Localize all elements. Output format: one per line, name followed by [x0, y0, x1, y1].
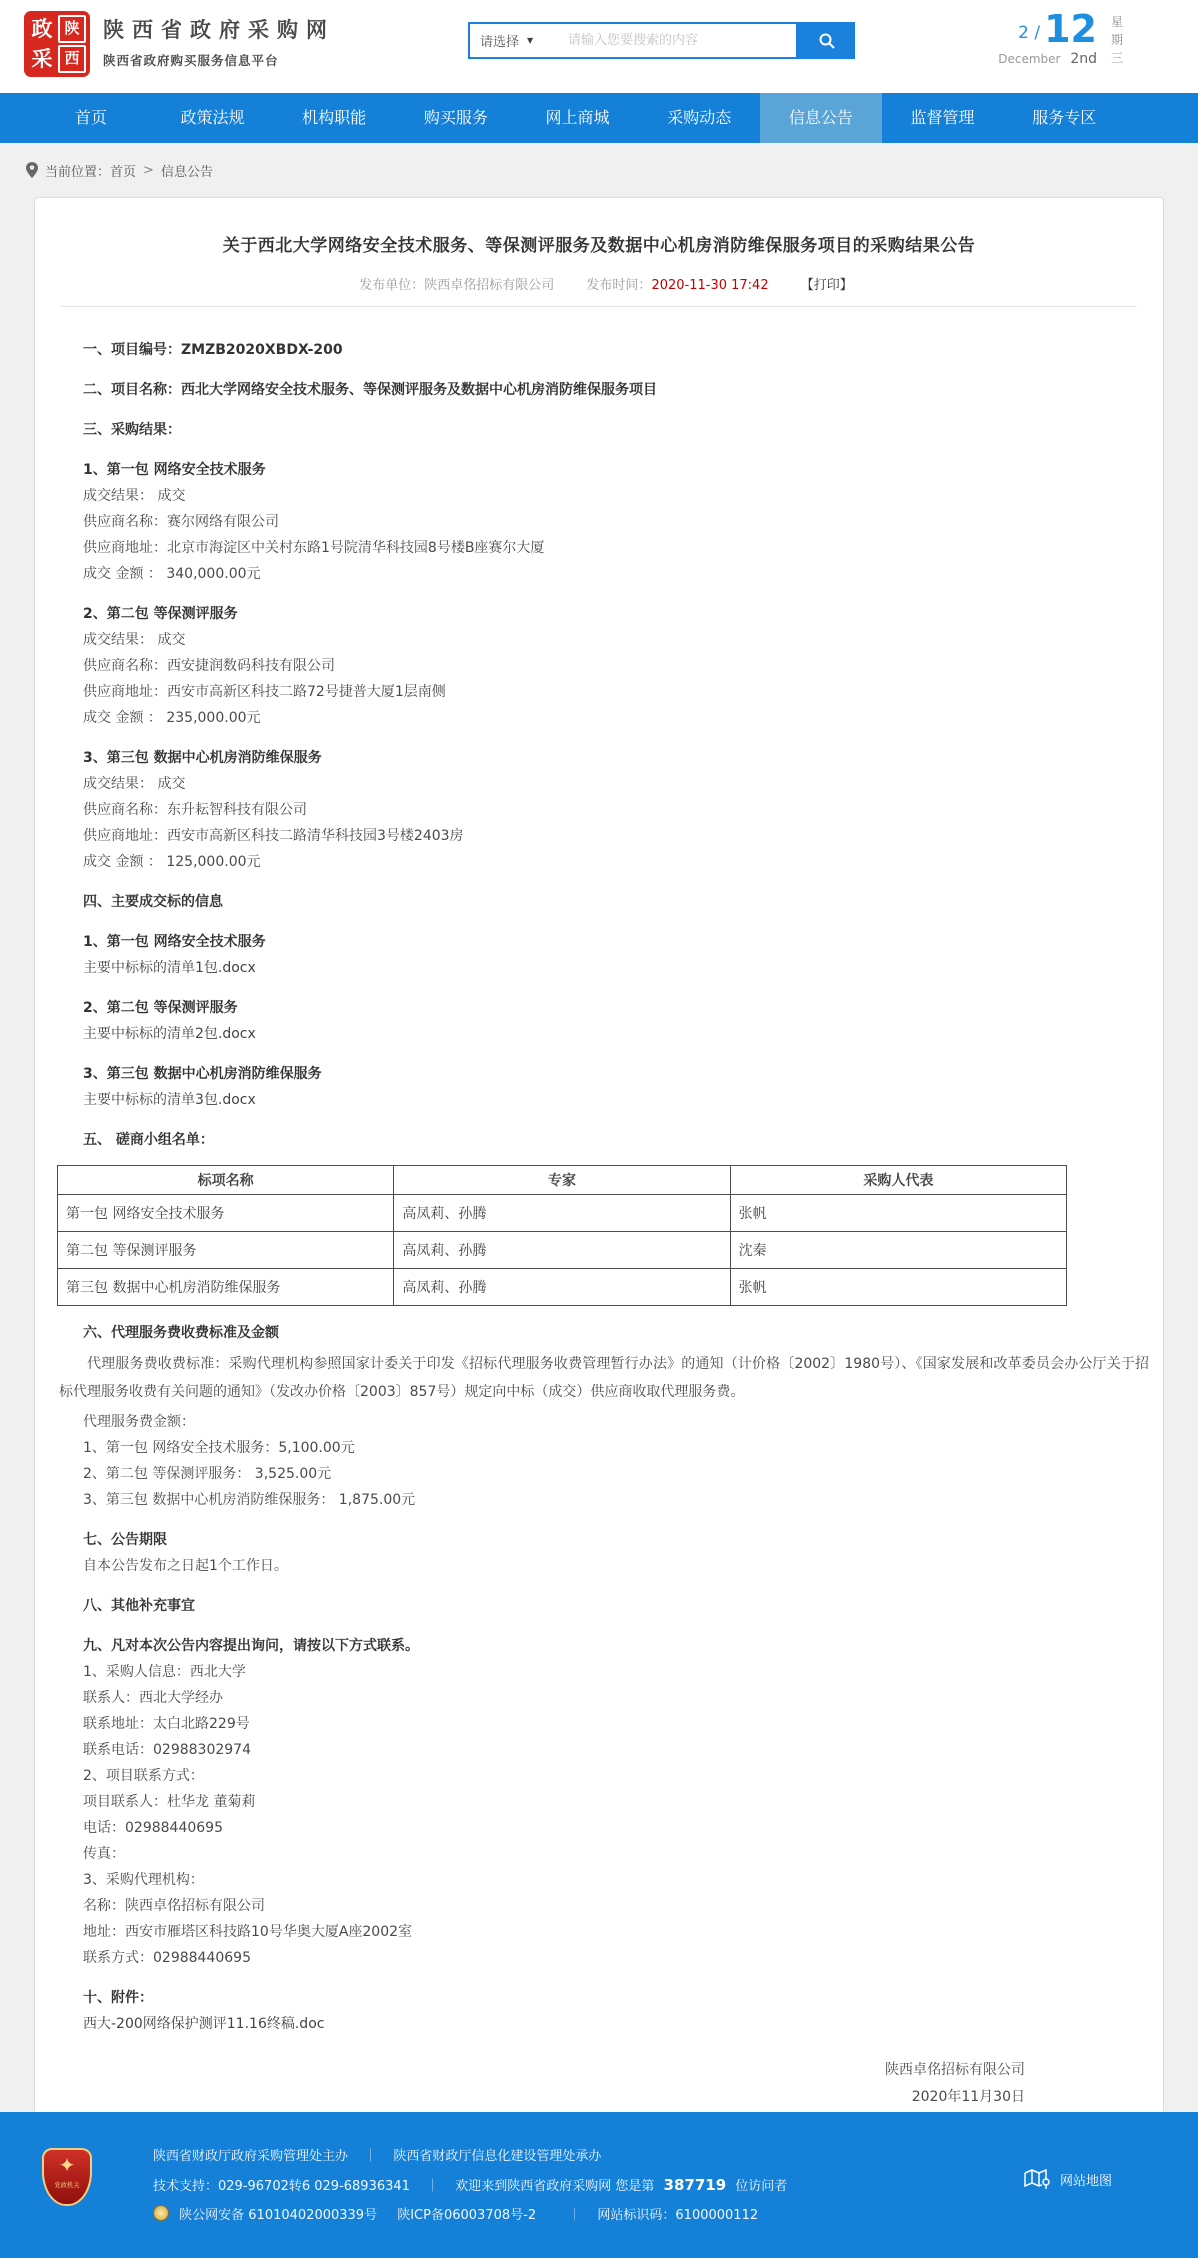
- section-heading: 1、第一包 网络安全技术服务: [83, 934, 266, 950]
- table-cell: 第二包 等保测评服务: [58, 1232, 394, 1269]
- site-titles: [103, 14, 335, 69]
- table-cell: 沈秦: [730, 1232, 1066, 1269]
- table-cell: 高凤莉、孙腾: [394, 1232, 730, 1269]
- emblem-label: 党政机关: [54, 2181, 80, 2189]
- section-heading: 十、附件：: [83, 1990, 153, 2006]
- print-button[interactable]: 【打印】: [800, 278, 853, 293]
- welcome-text: 欢迎来到陕西省政府采购网 您是第: [455, 2179, 655, 2194]
- table-row: [58, 1195, 1067, 1232]
- article-line: 联系方式：02988440695: [83, 1950, 251, 1966]
- article-line: 项目联系人：杜华龙 董菊莉: [83, 1794, 256, 1810]
- date-numbers: [998, 7, 1097, 67]
- search-box: [468, 22, 798, 59]
- search-icon: [818, 32, 836, 50]
- section-heading: 1、第一包 网络安全技术服务: [83, 462, 266, 478]
- attachment-link[interactable]: 主要中标标的清单1包.docx: [83, 960, 256, 976]
- footer-lines: [153, 2142, 787, 2230]
- site-logo[interactable]: [24, 11, 90, 77]
- article-line: 代理服务费收费标准：采购代理机构参照国家计委关于印发《招标代理服务收费管理暂行办法》的通知（计价格〔2002〕1980号）、《国家发展和改革委员会办公厅关于招标代理服务收费有关问题的通知》（发改办价格〔2003〕857号）规定向中标（成交）供应商收取代理服务费。: [59, 1356, 1149, 1400]
- table-header-cell: 专家: [394, 1166, 730, 1195]
- article-title: 关于西北大学网络安全技术服务、等保测评服务及数据中心机房消防维保服务项目的采购结果公告: [222, 236, 976, 256]
- section-heading: 3、第三包 数据中心机房消防维保服务: [83, 750, 322, 766]
- logo-char: 政: [31, 17, 53, 41]
- weekday-char: 期: [1110, 33, 1123, 47]
- article-line: 代理服务费金额：: [83, 1414, 195, 1430]
- site-title: 陕西省政府采购网: [103, 18, 335, 42]
- breadcrumb-home-link[interactable]: 首页: [110, 164, 137, 180]
- publish-time: 发布时间：2020-11-30 17:42: [586, 278, 769, 293]
- nav-item-4[interactable]: 网上商城: [545, 108, 610, 127]
- site-header: [0, 0, 1198, 93]
- publisher: 发布单位：陕西卓佲招标有限公司: [359, 278, 555, 293]
- article-line: 名称：陕西卓佲招标有限公司: [83, 1898, 265, 1914]
- section-heading: 一、项目编号：ZMZB2020XBDX-200: [83, 342, 343, 358]
- evaluation-panel-table: [57, 1165, 1067, 1306]
- sitemap-button[interactable]: [1024, 2168, 1112, 2190]
- section-heading: 2、第二包 等保测评服务: [83, 606, 238, 622]
- footer-line-hosts: 陕西省财政厅政府采购管理处主办 ｜ 陕西省财政厅信息化建设管理处承办: [153, 2149, 602, 2164]
- welcome-suffix: 位访问者: [735, 2179, 788, 2194]
- article-line: 成交结果： 成交: [83, 488, 186, 504]
- article-line: 3、采购代理机构：: [83, 1872, 204, 1888]
- site-footer: [0, 2112, 1198, 2258]
- publish-time-value: 2020-11-30 17:42: [651, 278, 769, 293]
- article-line: 地址：西安市雁塔区科技路10号华奥大厦A座2002室: [83, 1924, 413, 1940]
- article-line: 2、项目联系方式：: [83, 1768, 204, 1784]
- table-cell: 高凤莉、孙腾: [394, 1269, 730, 1306]
- date-widget: [998, 7, 1123, 67]
- signature-date: 2020年11月30日: [911, 2089, 1025, 2105]
- section-heading: 3、第三包 数据中心机房消防维保服务: [83, 1066, 322, 1082]
- section-heading: 七、公告期限: [83, 1532, 167, 1548]
- attachment-link[interactable]: 西大-200网络保护测评11.16终稿.doc: [83, 2016, 325, 2032]
- breadcrumb-label: 当前位置：: [45, 164, 111, 180]
- site-identity-code: 网站标识码：6100000112: [597, 2208, 759, 2223]
- search-category-value: 请选择: [480, 35, 520, 50]
- date-month-en: December: [998, 52, 1061, 66]
- article-line: 成交结果： 成交: [83, 776, 186, 792]
- article-line: 联系人：西北大学经办: [83, 1690, 223, 1706]
- article-line: 供应商地址：西安市高新区科技二路72号捷普大厦1层南侧: [83, 684, 446, 700]
- table-cell: 张帆: [730, 1269, 1066, 1306]
- footer-co-organizer-link[interactable]: 陕西省财政厅信息化建设管理处承办: [393, 2149, 602, 2164]
- section-heading: 四、主要成交标的信息: [83, 894, 223, 910]
- attachment-link[interactable]: 主要中标标的清单3包.docx: [83, 1092, 256, 1108]
- article-line: 成交 金额 ： 340,000.00元: [83, 566, 261, 582]
- nav-item-2[interactable]: 机构职能: [302, 108, 367, 127]
- article-line: 1、采购人信息：西北大学: [83, 1664, 246, 1680]
- sitemap-label: 网站地图: [1059, 2173, 1112, 2189]
- article-line: 供应商名称：西安捷润数码科技有限公司: [83, 658, 335, 674]
- article-line: 成交 金额 ： 125,000.00元: [83, 854, 261, 870]
- visitor-count: 387719: [663, 2176, 727, 2194]
- nav-item-0[interactable]: 首页: [74, 108, 107, 127]
- divider: [61, 306, 1137, 307]
- article-line: 传真：: [83, 1846, 125, 1862]
- article-line: 2、第二包 等保测评服务： 3,525.00元: [83, 1466, 332, 1482]
- article-line: 电话：02988440695: [83, 1820, 223, 1836]
- weekday-char: 三: [1110, 51, 1123, 65]
- sitemap-map-icon: [1024, 2168, 1052, 2190]
- breadcrumb: [0, 143, 1198, 197]
- article-line: 联系电话：02988302974: [83, 1742, 251, 1758]
- date-ordinal: 2nd: [1070, 51, 1097, 67]
- section-heading: 六、代理服务费收费标准及金额: [83, 1325, 279, 1341]
- table-cell: 张帆: [730, 1195, 1066, 1232]
- section-heading: 九、凡对本次公告内容提出询问，请按以下方式联系。: [83, 1638, 419, 1654]
- breadcrumb-separator: >: [143, 162, 154, 178]
- section-heading: 2、第二包 等保测评服务: [83, 1000, 238, 1016]
- table-row: [58, 1269, 1067, 1306]
- article-line: 成交结果： 成交: [83, 632, 186, 648]
- article-card: [34, 197, 1164, 2132]
- article-line: 供应商名称：东升耘智科技有限公司: [83, 802, 307, 818]
- section-heading: 二、项目名称：西北大学网络安全技术服务、等保测评服务及数据中心机房消防维保服务项目: [83, 382, 657, 398]
- date-weekday: [1111, 10, 1123, 67]
- article-line: 3、第三包 数据中心机房消防维保服务： 1,875.00元: [83, 1492, 416, 1508]
- attachment-link[interactable]: 主要中标标的清单2包.docx: [83, 1026, 256, 1042]
- nav-item-8[interactable]: 服务专区: [1032, 108, 1097, 127]
- site-subtitle: 陕西省政府购买服务信息平台: [103, 53, 279, 68]
- section-heading: 五、 磋商小组名单：: [83, 1132, 214, 1148]
- date-month-number: 2 /: [1018, 23, 1041, 43]
- article-meta: [83, 274, 1115, 293]
- breadcrumb-current: 信息公告: [160, 164, 213, 180]
- government-emblem: [42, 2148, 92, 2206]
- article-line: 供应商名称：赛尔网络有限公司: [83, 514, 279, 530]
- footer-line-support: 技术支持：029-96702转6 029-68936341 ｜ 欢迎来到陕西省政府采购网 您是第 387719 位访问者: [153, 2176, 788, 2194]
- emblem-star-icon: ✦: [58, 2153, 76, 2177]
- section-heading: 三、采购结果：: [83, 422, 181, 438]
- tech-support: 技术支持：029-96702转6 029-68936341: [153, 2179, 410, 2194]
- article-line: 联系地址：太白北路229号: [83, 1716, 250, 1732]
- police-badge-icon: [153, 2205, 169, 2221]
- nav-item-5[interactable]: 采购动态: [667, 108, 732, 127]
- weekday-char: 星: [1110, 15, 1123, 29]
- date-day-number: 12: [1044, 7, 1097, 51]
- section-heading: 八、其他补充事宜: [83, 1598, 195, 1614]
- location-pin-icon: [26, 162, 38, 178]
- nav-item-7[interactable]: 监督管理: [910, 108, 975, 127]
- logo-char: 采: [31, 47, 53, 71]
- table-header-cell: 标项名称: [58, 1166, 394, 1195]
- search-category-select[interactable]: [470, 31, 562, 50]
- chevron-down-icon: ▼: [527, 36, 534, 45]
- logo-char: 陕: [58, 15, 86, 43]
- article-line: 供应商地址：北京市海淀区中关村东路1号院清华科技园8号楼B座赛尔大厦: [83, 540, 545, 556]
- main-nav: [0, 93, 1198, 143]
- footer-line-beian: 陕公网安备 61010402000339号 陕ICP备06003708号-2 ｜ 网站标识码：6100000112: [153, 2201, 787, 2230]
- article-line: 1、第一包 网络安全技术服务：5,100.00元: [83, 1440, 355, 1456]
- table-header-cell: 采购人代表: [730, 1166, 1066, 1195]
- article-line: 自本公告发布之日起1个工作日。: [83, 1558, 288, 1574]
- table-row: [58, 1232, 1067, 1269]
- nav-item-6[interactable]: 信息公告: [760, 93, 882, 143]
- logo-characters: [28, 15, 86, 73]
- search-bar: [468, 22, 855, 59]
- signature-block: [83, 2057, 1115, 2111]
- icp-filing-link[interactable]: 陕ICP备06003708号-2: [397, 2208, 537, 2223]
- article-line: 成交 金额 ： 235,000.00元: [83, 710, 261, 726]
- search-button[interactable]: [798, 22, 855, 59]
- footer-organizer-link[interactable]: 陕西省财政厅政府采购管理处主办: [153, 2149, 349, 2164]
- nav-item-3[interactable]: 购买服务: [423, 108, 488, 127]
- article-body: [59, 337, 1149, 2037]
- nav-item-1[interactable]: 政策法规: [180, 108, 245, 127]
- public-security-filing-link[interactable]: 陕公网安备 61010402000339号: [179, 2208, 378, 2223]
- table-cell: 高凤莉、孙腾: [394, 1195, 730, 1232]
- signature-company: 陕西卓佲招标有限公司: [885, 2062, 1025, 2078]
- logo-char: 西: [58, 45, 86, 73]
- table-cell: 第三包 数据中心机房消防维保服务: [58, 1269, 394, 1306]
- article-line: 供应商地址：西安市高新区科技二路清华科技园3号楼2403房: [83, 828, 464, 844]
- table-cell: 第一包 网络安全技术服务: [58, 1195, 394, 1232]
- search-input[interactable]: [562, 33, 796, 48]
